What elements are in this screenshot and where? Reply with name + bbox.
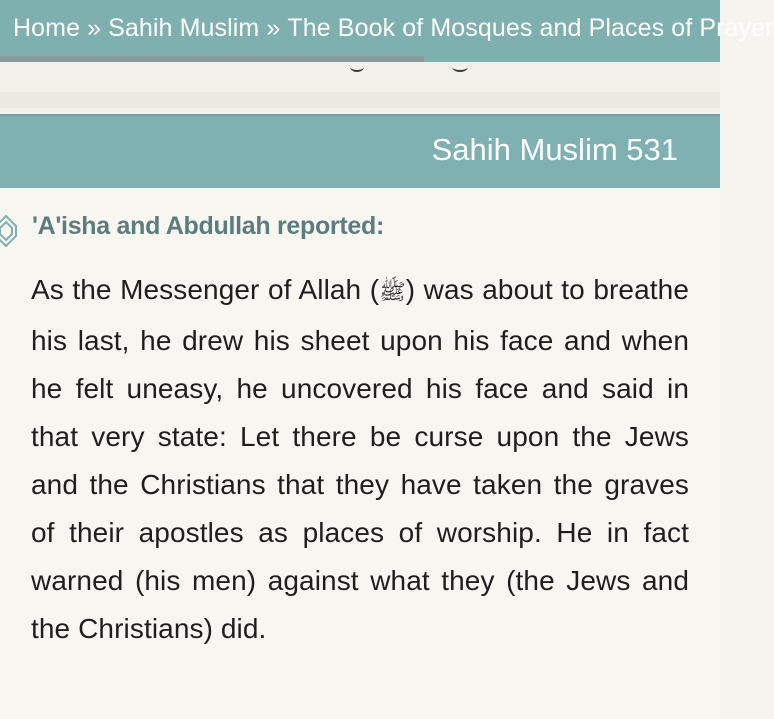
breadcrumb-book[interactable]: The Book of Mosques and Places of Prayer [287,14,774,42]
previous-content-strip [0,62,720,114]
hadith-content [0,188,720,719]
breadcrumb-home[interactable]: Home [13,14,81,42]
breadcrumb-sahih-muslim[interactable]: Sahih Muslim [108,14,260,42]
hadith-text-part: As the Messenger of Allah ( [31,274,380,305]
breadcrumb-separator: » [87,14,102,42]
breadcrumb [0,0,774,62]
hadith-title[interactable]: Sahih Muslim 531 [431,132,678,167]
arabic-glyph-fragment [350,62,364,72]
divider [0,92,720,108]
honorific-glyph: ﷺ [379,280,406,305]
breadcrumb-separator: » [266,14,281,42]
breadcrumb-trail [13,14,774,43]
narrator: 'A'isha and Abdullah reported: [32,212,384,240]
star-ornament-icon [0,214,18,248]
hadith-text [31,266,689,653]
hadith-text-part: ) was about to breathe his last, he drew his sheet upon his face and when he felt uneasy, he uncovered his face and said in that very state: Let there be curse upon the Jews and the Christians that they have taken the graves of their apostles as places of worship. He in fact warned (his men) against what they (the Jews and the Christians) did. [31,274,689,644]
arabic-glyph-fragment [452,62,468,72]
hadith-title-bar [0,114,720,190]
